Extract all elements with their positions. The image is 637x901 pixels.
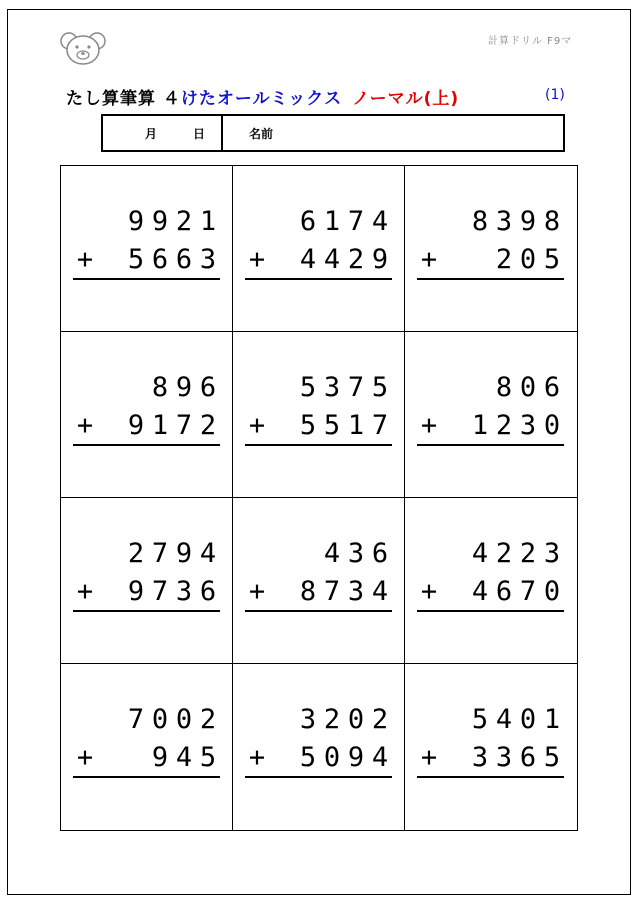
- addend-bottom: [245, 240, 392, 280]
- digit: 1: [471, 409, 489, 441]
- number: [492, 244, 564, 275]
- number: [124, 538, 220, 569]
- digit: 8: [299, 575, 317, 607]
- digit: 9: [127, 205, 145, 237]
- digit: 3: [347, 575, 365, 607]
- title-sub: けたオールミックス: [180, 89, 343, 109]
- digit: 3: [323, 371, 341, 403]
- digit: 4: [471, 575, 489, 607]
- digit: 6: [371, 537, 389, 569]
- digit: 0: [519, 703, 537, 735]
- digit: 5: [471, 703, 489, 735]
- addend-bottom: [73, 572, 220, 612]
- problem-cell: [61, 166, 233, 332]
- addition-problem: [417, 368, 564, 446]
- digit: 5: [543, 741, 561, 773]
- addend-bottom: [417, 406, 564, 446]
- digit: 7: [151, 575, 169, 607]
- addend-top: [73, 368, 220, 406]
- number: [320, 538, 392, 569]
- problem-cell: [405, 498, 577, 664]
- plus-sign: +: [248, 409, 266, 441]
- plus-sign: +: [420, 741, 438, 773]
- plus-sign: +: [420, 409, 438, 441]
- title-main: たし算筆算 ４: [66, 89, 181, 109]
- digit: 5: [299, 371, 317, 403]
- digit: 8: [151, 371, 169, 403]
- addend-bottom: [417, 738, 564, 778]
- addition-problem: [245, 700, 392, 778]
- digit: 7: [323, 575, 341, 607]
- number: [148, 742, 220, 773]
- addition-problem: [417, 534, 564, 612]
- digit: 6: [543, 371, 561, 403]
- number: [296, 206, 392, 237]
- title-level: ノーマル(上): [352, 89, 460, 109]
- digit: 2: [127, 537, 145, 569]
- digit: 0: [519, 243, 537, 275]
- digit: 2: [519, 537, 537, 569]
- digit: 2: [175, 205, 193, 237]
- digit: 2: [495, 409, 513, 441]
- digit: 5: [371, 371, 389, 403]
- digit: 3: [519, 409, 537, 441]
- addend-top: [245, 202, 392, 240]
- digit: 9: [151, 205, 169, 237]
- digit: 2: [323, 703, 341, 735]
- bear-logo-icon: [60, 30, 106, 66]
- digit: 7: [519, 575, 537, 607]
- problem-cell: [405, 332, 577, 498]
- plus-sign: +: [76, 243, 94, 275]
- digit: 4: [495, 703, 513, 735]
- digit: 4: [175, 741, 193, 773]
- problem-cell: [405, 166, 577, 332]
- digit: 5: [543, 243, 561, 275]
- digit: 7: [151, 537, 169, 569]
- addend-bottom: [73, 738, 220, 778]
- digit: 2: [199, 409, 217, 441]
- digit: 1: [199, 205, 217, 237]
- addend-bottom: [417, 240, 564, 280]
- addend-top: [245, 534, 392, 572]
- digit: 4: [323, 243, 341, 275]
- number: [124, 244, 220, 275]
- plus-sign: +: [76, 575, 94, 607]
- digit: 5: [127, 243, 145, 275]
- addend-top: [245, 700, 392, 738]
- digit: 4: [323, 537, 341, 569]
- digit: 4: [371, 575, 389, 607]
- number: [296, 244, 392, 275]
- problem-cell: [61, 664, 233, 830]
- digit: 9: [519, 205, 537, 237]
- addition-problem: [417, 700, 564, 778]
- addition-problem: [245, 368, 392, 446]
- number: [296, 576, 392, 607]
- number: [124, 704, 220, 735]
- name-label: 名前: [249, 126, 274, 141]
- digit: 5: [299, 409, 317, 441]
- number: [296, 410, 392, 441]
- number: [468, 704, 564, 735]
- digit: 1: [151, 409, 169, 441]
- digit: 7: [175, 409, 193, 441]
- digit: 6: [175, 243, 193, 275]
- number: [296, 742, 392, 773]
- digit: 9: [175, 537, 193, 569]
- addend-top: [73, 202, 220, 240]
- addition-problem: [73, 202, 220, 280]
- digit: 0: [543, 409, 561, 441]
- problem-cell: [233, 332, 405, 498]
- problem-grid: [60, 165, 578, 831]
- digit: 4: [199, 537, 217, 569]
- digit: 1: [543, 703, 561, 735]
- addend-bottom: [245, 572, 392, 612]
- number: [468, 742, 564, 773]
- number: [492, 372, 564, 403]
- number: [468, 206, 564, 237]
- problem-cell: [405, 664, 577, 830]
- digit: 0: [519, 371, 537, 403]
- date-field: [103, 116, 223, 150]
- digit: 8: [543, 205, 561, 237]
- digit: 6: [519, 741, 537, 773]
- addend-top: [417, 534, 564, 572]
- digit: 4: [371, 741, 389, 773]
- digit: 4: [299, 243, 317, 275]
- number: [468, 410, 564, 441]
- addend-bottom: [245, 406, 392, 446]
- number: [468, 576, 564, 607]
- day-label: 日: [193, 126, 206, 141]
- digit: 3: [347, 537, 365, 569]
- addition-problem: [245, 202, 392, 280]
- name-field: [223, 116, 273, 150]
- digit: 3: [471, 741, 489, 773]
- digit: 4: [471, 537, 489, 569]
- digit: 0: [543, 575, 561, 607]
- number: [148, 372, 220, 403]
- addition-problem: [73, 534, 220, 612]
- digit: 6: [199, 371, 217, 403]
- digit: 9: [151, 741, 169, 773]
- digit: 2: [347, 243, 365, 275]
- number: [124, 576, 220, 607]
- digit: 1: [323, 205, 341, 237]
- digit: 8: [471, 205, 489, 237]
- addend-bottom: [73, 240, 220, 280]
- addition-problem: [417, 202, 564, 280]
- digit: 7: [371, 409, 389, 441]
- number: [124, 206, 220, 237]
- addend-top: [417, 700, 564, 738]
- digit: 9: [371, 243, 389, 275]
- digit: 6: [495, 575, 513, 607]
- problem-cell: [61, 332, 233, 498]
- plus-sign: +: [248, 243, 266, 275]
- addend-top: [245, 368, 392, 406]
- digit: 3: [175, 575, 193, 607]
- plus-sign: +: [420, 243, 438, 275]
- digit: 3: [199, 243, 217, 275]
- digit: 5: [299, 741, 317, 773]
- plus-sign: +: [76, 741, 94, 773]
- digit: 9: [175, 371, 193, 403]
- addition-problem: [73, 368, 220, 446]
- digit: 9: [127, 575, 145, 607]
- digit: 0: [151, 703, 169, 735]
- digit: 8: [495, 371, 513, 403]
- digit: 3: [495, 741, 513, 773]
- plus-sign: +: [76, 409, 94, 441]
- addend-bottom: [245, 738, 392, 778]
- addend-bottom: [417, 572, 564, 612]
- digit: 6: [199, 575, 217, 607]
- digit: 5: [323, 409, 341, 441]
- digit: 0: [323, 741, 341, 773]
- digit: 6: [299, 205, 317, 237]
- number: [296, 372, 392, 403]
- plus-sign: +: [248, 741, 266, 773]
- problem-cell: [233, 166, 405, 332]
- digit: 2: [495, 537, 513, 569]
- digit: 2: [371, 703, 389, 735]
- digit: 6: [151, 243, 169, 275]
- digit: 3: [495, 205, 513, 237]
- info-box: [101, 114, 565, 152]
- digit: 3: [543, 537, 561, 569]
- plus-sign: +: [420, 575, 438, 607]
- problem-cell: [61, 498, 233, 664]
- problem-cell: [233, 498, 405, 664]
- digit: 7: [127, 703, 145, 735]
- number: [468, 538, 564, 569]
- digit: 2: [199, 703, 217, 735]
- addition-problem: [73, 700, 220, 778]
- digit: 2: [495, 243, 513, 275]
- digit: 0: [347, 703, 365, 735]
- digit: 7: [347, 371, 365, 403]
- month-label: 月: [145, 126, 158, 141]
- number: [296, 704, 392, 735]
- digit: 4: [371, 205, 389, 237]
- addend-top: [417, 368, 564, 406]
- digit: 7: [347, 205, 365, 237]
- digit: 1: [347, 409, 365, 441]
- page-number: (1): [545, 87, 565, 103]
- plus-sign: +: [248, 575, 266, 607]
- digit: 9: [347, 741, 365, 773]
- digit: 0: [175, 703, 193, 735]
- addend-bottom: [73, 406, 220, 446]
- addition-problem: [245, 534, 392, 612]
- digit: 9: [127, 409, 145, 441]
- digit: 5: [199, 741, 217, 773]
- problem-cell: [233, 664, 405, 830]
- addend-top: [73, 700, 220, 738]
- brand-label: 計算ドリル F9マ: [488, 36, 573, 47]
- addend-top: [73, 534, 220, 572]
- number: [124, 410, 220, 441]
- page-title: [66, 84, 459, 109]
- addend-top: [417, 202, 564, 240]
- digit: 3: [299, 703, 317, 735]
